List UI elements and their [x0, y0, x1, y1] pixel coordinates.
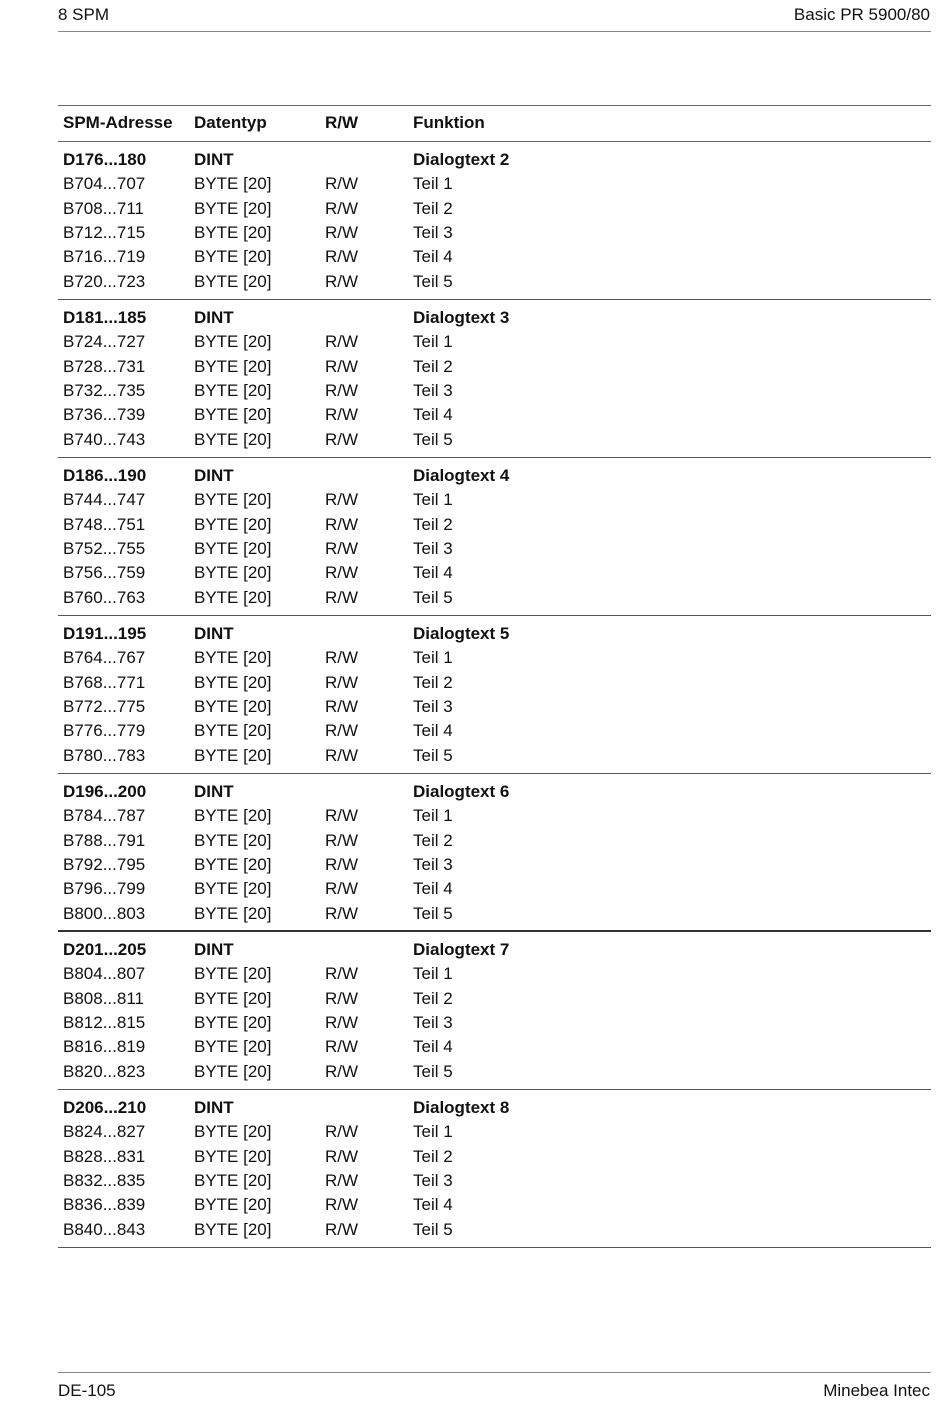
table-row	[58, 746, 931, 770]
table-header-row	[58, 106, 931, 142]
cell-address: D181...185	[63, 308, 147, 327]
cell-address: B768...771	[63, 672, 146, 692]
table-row	[58, 831, 931, 855]
cell-address: B780...783	[63, 745, 146, 765]
cell-datatype: BYTE [20]	[194, 964, 272, 984]
cell-function: Teil 4	[413, 563, 453, 583]
table-row	[58, 563, 931, 587]
footer-company-name: Minebea Intec	[823, 1381, 930, 1400]
cell-datatype: BYTE [20]	[194, 879, 272, 899]
cell-rw: R/W	[325, 174, 359, 194]
table-row	[58, 673, 931, 697]
cell-function: Dialogtext 4	[413, 466, 510, 485]
cell-function: Teil 2	[413, 514, 453, 534]
cell-datatype: BYTE [20]	[194, 1122, 272, 1142]
cell-rw: R/W	[325, 247, 359, 267]
table-row	[58, 381, 931, 405]
cell-rw: R/W	[325, 490, 359, 510]
table-row	[58, 405, 931, 429]
table-group	[58, 142, 931, 300]
cell-address: B796...799	[63, 879, 146, 899]
cell-function: Teil 2	[413, 830, 453, 850]
cell-function: Teil 5	[413, 429, 453, 449]
cell-function: Teil 4	[413, 879, 453, 899]
cell-rw: R/W	[325, 1122, 359, 1142]
table-row	[58, 430, 931, 454]
table-row	[58, 199, 931, 223]
cell-datatype: BYTE [20]	[194, 1061, 272, 1081]
cell-rw: R/W	[325, 405, 359, 425]
cell-rw: R/W	[325, 988, 359, 1008]
table-row	[58, 588, 931, 612]
cell-rw: R/W	[325, 879, 359, 899]
cell-datatype: BYTE [20]	[194, 356, 272, 376]
cell-rw: R/W	[325, 830, 359, 850]
cell-function: Teil 4	[413, 405, 453, 425]
cell-datatype: BYTE [20]	[194, 222, 272, 242]
table-row	[58, 515, 931, 539]
cell-datatype: BYTE [20]	[194, 721, 272, 741]
table-row	[58, 1062, 931, 1086]
cell-datatype: BYTE [20]	[194, 672, 272, 692]
cell-function: Teil 1	[413, 806, 453, 826]
table-row	[58, 648, 931, 672]
cell-address: B752...755	[63, 538, 146, 558]
cell-rw: R/W	[325, 1170, 359, 1190]
cell-rw: R/W	[325, 380, 359, 400]
table-row	[58, 272, 931, 296]
cell-address: D196...200	[63, 782, 147, 801]
cell-function: Teil 3	[413, 380, 453, 400]
table-group	[58, 774, 931, 932]
group-header-row	[58, 466, 931, 490]
cell-function: Teil 1	[413, 648, 453, 668]
group-header-row	[58, 150, 931, 174]
cell-rw: R/W	[325, 429, 359, 449]
table-row	[58, 855, 931, 879]
cell-function: Teil 2	[413, 198, 453, 218]
table-row	[58, 904, 931, 928]
cell-datatype: DINT	[194, 1098, 234, 1117]
cell-rw: R/W	[325, 332, 359, 352]
cell-rw: R/W	[325, 648, 359, 668]
cell-address: D201...205	[63, 940, 147, 959]
table-row	[58, 721, 931, 745]
cell-rw: R/W	[325, 1061, 359, 1081]
cell-datatype: BYTE [20]	[194, 429, 272, 449]
cell-function: Teil 3	[413, 854, 453, 874]
cell-datatype: BYTE [20]	[194, 514, 272, 534]
cell-function: Teil 5	[413, 1219, 453, 1239]
table-row	[58, 332, 931, 356]
header-divider	[58, 31, 931, 32]
table-row	[58, 879, 931, 903]
table-row	[58, 174, 931, 198]
cell-datatype: BYTE [20]	[194, 332, 272, 352]
cell-function: Teil 5	[413, 587, 453, 607]
cell-datatype: BYTE [20]	[194, 1195, 272, 1215]
cell-address: B808...811	[63, 988, 144, 1008]
cell-address: B764...767	[63, 648, 146, 668]
cell-address: B728...731	[63, 356, 146, 376]
table-group	[58, 458, 931, 616]
cell-address: B736...739	[63, 405, 146, 425]
group-header-row	[58, 308, 931, 332]
cell-datatype: BYTE [20]	[194, 380, 272, 400]
cell-function: Teil 3	[413, 1170, 453, 1190]
cell-function: Teil 1	[413, 332, 453, 352]
cell-function: Teil 4	[413, 1195, 453, 1215]
cell-function: Teil 5	[413, 745, 453, 765]
cell-function: Teil 4	[413, 1037, 453, 1057]
cell-function: Dialogtext 5	[413, 624, 510, 643]
cell-address: D191...195	[63, 624, 147, 643]
cell-rw: R/W	[325, 514, 359, 534]
table-row	[58, 806, 931, 830]
cell-function: Teil 3	[413, 538, 453, 558]
table-body	[58, 142, 931, 1248]
table-row	[58, 1195, 931, 1219]
cell-datatype: BYTE [20]	[194, 405, 272, 425]
table-row	[58, 223, 931, 247]
cell-datatype: BYTE [20]	[194, 1146, 272, 1166]
cell-address: B756...759	[63, 563, 146, 583]
cell-address: B788...791	[63, 830, 146, 850]
cell-datatype: BYTE [20]	[194, 198, 272, 218]
cell-address: D186...190	[63, 466, 147, 485]
table-row	[58, 1147, 931, 1171]
group-header-row	[58, 940, 931, 964]
table-row	[58, 989, 931, 1013]
header-section-label: 8 SPM	[58, 5, 110, 24]
cell-function: Teil 1	[413, 174, 453, 194]
cell-rw: R/W	[325, 222, 359, 242]
cell-function: Teil 5	[413, 1061, 453, 1081]
cell-rw: R/W	[325, 271, 359, 291]
cell-address: B828...831	[63, 1146, 146, 1166]
cell-address: D206...210	[63, 1098, 147, 1117]
cell-datatype: BYTE [20]	[194, 854, 272, 874]
cell-address: B732...735	[63, 380, 146, 400]
cell-function: Dialogtext 2	[413, 150, 510, 169]
cell-rw: R/W	[325, 1219, 359, 1239]
cell-rw: R/W	[325, 1037, 359, 1057]
table-row	[58, 1171, 931, 1195]
table-group	[58, 616, 931, 774]
cell-datatype: BYTE [20]	[194, 830, 272, 850]
cell-function: Teil 2	[413, 988, 453, 1008]
cell-datatype: DINT	[194, 466, 234, 485]
cell-function: Dialogtext 3	[413, 308, 510, 327]
cell-function: Teil 4	[413, 721, 453, 741]
cell-datatype: BYTE [20]	[194, 538, 272, 558]
cell-address: B804...807	[63, 964, 146, 984]
cell-address: B816...819	[63, 1037, 146, 1057]
table-group	[58, 1090, 931, 1248]
cell-datatype: BYTE [20]	[194, 247, 272, 267]
cell-address: B708...711	[63, 198, 144, 218]
cell-address: B812...815	[63, 1012, 146, 1032]
cell-function: Dialogtext 7	[413, 940, 510, 959]
cell-datatype: DINT	[194, 782, 234, 801]
cell-datatype: BYTE [20]	[194, 1037, 272, 1057]
cell-address: B800...803	[63, 903, 146, 923]
cell-address: B784...787	[63, 806, 146, 826]
group-header-row	[58, 782, 931, 806]
table-row	[58, 490, 931, 514]
cell-function: Teil 2	[413, 356, 453, 376]
cell-datatype: DINT	[194, 940, 234, 959]
table-row	[58, 357, 931, 381]
column-header-address: SPM-Adresse	[63, 113, 173, 132]
cell-function: Teil 1	[413, 490, 453, 510]
cell-datatype: BYTE [20]	[194, 988, 272, 1008]
cell-rw: R/W	[325, 1012, 359, 1032]
table-row	[58, 1037, 931, 1061]
footer-divider	[58, 1372, 931, 1373]
cell-datatype: BYTE [20]	[194, 563, 272, 583]
cell-address: B792...795	[63, 854, 146, 874]
table-row	[58, 964, 931, 988]
cell-function: Teil 5	[413, 903, 453, 923]
cell-rw: R/W	[325, 696, 359, 716]
cell-datatype: DINT	[194, 150, 234, 169]
header-document-title: Basic PR 5900/80	[793, 5, 930, 24]
table-row	[58, 697, 931, 721]
cell-datatype: BYTE [20]	[194, 1219, 272, 1239]
cell-rw: R/W	[325, 198, 359, 218]
cell-datatype: BYTE [20]	[194, 1170, 272, 1190]
cell-rw: R/W	[325, 903, 359, 923]
cell-rw: R/W	[325, 721, 359, 741]
cell-datatype: BYTE [20]	[194, 648, 272, 668]
cell-rw: R/W	[325, 1146, 359, 1166]
cell-address: B820...823	[63, 1061, 146, 1081]
cell-function: Dialogtext 8	[413, 1098, 510, 1117]
cell-datatype: DINT	[194, 624, 234, 643]
cell-address: B776...779	[63, 721, 146, 741]
cell-rw: R/W	[325, 1195, 359, 1215]
cell-rw: R/W	[325, 806, 359, 826]
cell-datatype: BYTE [20]	[194, 174, 272, 194]
cell-address: B836...839	[63, 1195, 146, 1215]
table-row	[58, 1220, 931, 1244]
spm-address-table	[58, 105, 931, 1248]
cell-function: Teil 3	[413, 1012, 453, 1032]
cell-rw: R/W	[325, 538, 359, 558]
cell-address: B720...723	[63, 271, 146, 291]
cell-address: B824...827	[63, 1122, 146, 1142]
cell-function: Teil 4	[413, 247, 453, 267]
cell-address: B748...751	[63, 514, 146, 534]
cell-datatype: BYTE [20]	[194, 806, 272, 826]
cell-rw: R/W	[325, 587, 359, 607]
cell-address: B760...763	[63, 587, 146, 607]
cell-rw: R/W	[325, 563, 359, 583]
group-header-row	[58, 624, 931, 648]
cell-address: B772...775	[63, 696, 146, 716]
cell-rw: R/W	[325, 745, 359, 765]
cell-address: B704...707	[63, 174, 146, 194]
cell-datatype: BYTE [20]	[194, 903, 272, 923]
cell-function: Teil 2	[413, 1146, 453, 1166]
cell-function: Dialogtext 6	[413, 782, 510, 801]
group-header-row	[58, 1098, 931, 1122]
table-row	[58, 539, 931, 563]
table-row	[58, 1122, 931, 1146]
cell-address: B740...743	[63, 429, 146, 449]
table-group	[58, 300, 931, 458]
cell-address: B712...715	[63, 222, 146, 242]
cell-datatype: BYTE [20]	[194, 1012, 272, 1032]
column-header-rw: R/W	[325, 113, 359, 132]
cell-datatype: DINT	[194, 308, 234, 327]
cell-function: Teil 5	[413, 271, 453, 291]
cell-datatype: BYTE [20]	[194, 271, 272, 291]
column-header-datatype: Datentyp	[194, 113, 267, 132]
cell-function: Teil 2	[413, 672, 453, 692]
cell-address: B744...747	[63, 490, 146, 510]
cell-function: Teil 3	[413, 222, 453, 242]
footer-page-number: DE-105	[58, 1381, 116, 1400]
table-group	[58, 932, 931, 1090]
cell-rw: R/W	[325, 356, 359, 376]
cell-address: D176...180	[63, 150, 147, 169]
column-header-function: Funktion	[413, 113, 485, 132]
table-row	[58, 1013, 931, 1037]
cell-rw: R/W	[325, 854, 359, 874]
cell-rw: R/W	[325, 672, 359, 692]
cell-rw: R/W	[325, 964, 359, 984]
cell-address: B716...719	[63, 247, 146, 267]
cell-datatype: BYTE [20]	[194, 490, 272, 510]
cell-function: Teil 3	[413, 696, 453, 716]
table-row	[58, 247, 931, 271]
cell-address: B724...727	[63, 332, 146, 352]
cell-datatype: BYTE [20]	[194, 745, 272, 765]
cell-function: Teil 1	[413, 964, 453, 984]
cell-datatype: BYTE [20]	[194, 587, 272, 607]
cell-address: B832...835	[63, 1170, 146, 1190]
cell-datatype: BYTE [20]	[194, 696, 272, 716]
cell-address: B840...843	[63, 1219, 146, 1239]
cell-function: Teil 1	[413, 1122, 453, 1142]
